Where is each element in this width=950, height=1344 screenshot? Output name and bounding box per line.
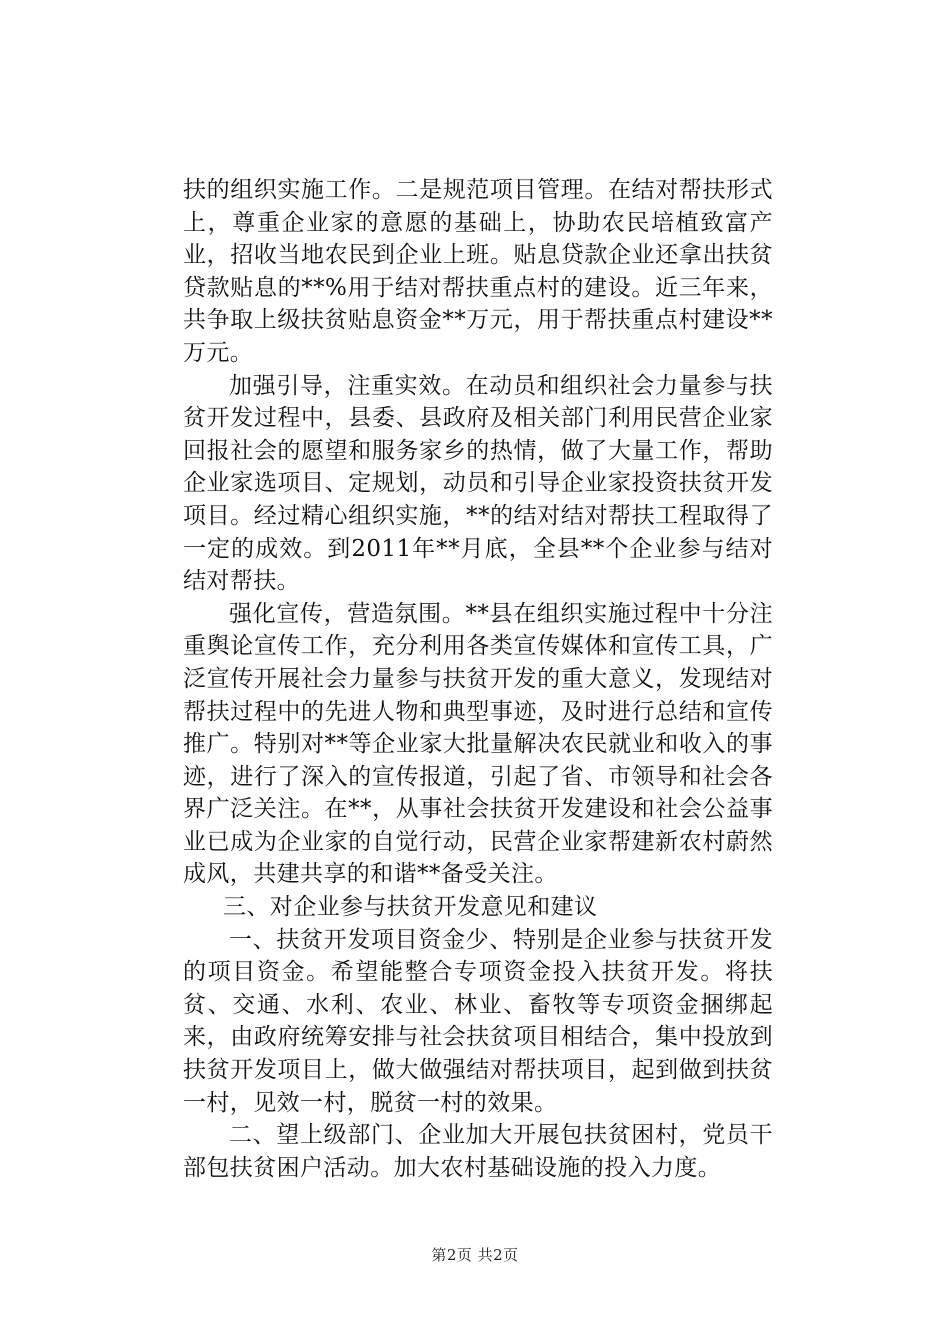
page-number-footer: 第2页 共2页 xyxy=(431,1246,519,1264)
paragraph-guidance: 加强引导，注重实效。在动员和组织社会力量参与扶贫开发过程中，县委、县政府及相关部门利用民营企业家回报社会的愿望和服务家乡的热情，做了大量工作，帮助企业家选项目、定规划，动员和引导企业家投资扶贫开发项目。经过精心组织实施，**的结对结对帮扶工程取得了一定的成效。到2011年**月底，全县**个企业参与结对结对帮扶。 xyxy=(183,372,773,595)
paragraph-suggestion-one: 一、扶贫开发项目资金少、特别是企业参与扶贫开发的项目资金。希望能整合专项资金投入扶贫开发。将扶贫、交通、水利、农业、林业、畜牧等专项资金捆绑起来，由政府统筹安排与社会扶贫项目相结合，集中投放到扶贫开发项目上，做大做强结对帮扶项目，起到做到扶贫一村，见效一村，脱贫一村的效果。 xyxy=(183,926,773,1116)
paragraph-continuation: 扶的组织实施工作。二是规范项目管理。在结对帮扶形式上，尊重企业家的意愿的基础上，协助农民培植致富产业，招收当地农民到企业上班。贴息贷款企业还拿出扶贫贷款贴息的**%用于结对帮扶重点村的建设。近三年来，共争取上级扶贫贴息资金**万元，用于帮扶重点村建设**万元。 xyxy=(183,177,773,366)
paragraph-publicity: 强化宣传，营造氛围。**县在组织实施过程中十分注重舆论宣传工作，充分利用各类宣传媒体和宣传工具，广泛宣传开展社会力量参与扶贫开发的重大意义，发现结对帮扶过程中的先进人物和典型事迹，及时进行总结和宣传推广。特别对**等企业家大批量解决农民就业和收入的事迹，进行了深入的宣传报道，引起了省、市领导和社会各界广泛关注。在**，从事社会扶贫开发建设和社会公益事业已成为企业家的自觉行动，民营企业家帮建新农村蔚然成风，共建共享的和谐**备受关注。 xyxy=(183,600,773,888)
section-heading: 三、对企业参与扶贫开发意见和建议 xyxy=(223,894,598,921)
document-body xyxy=(183,174,773,1184)
paragraph-suggestion-two: 二、望上级部门、企业加大开展包扶贫困村，党员干部包扶贫困户活动。加大农村基础设施的投入力度。 xyxy=(183,1122,773,1181)
